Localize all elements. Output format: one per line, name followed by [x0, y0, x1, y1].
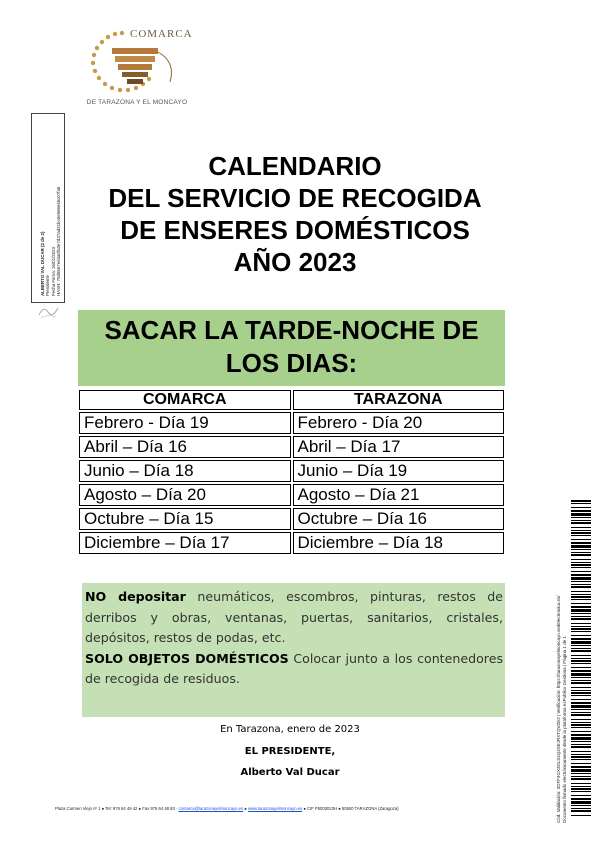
- table-header-row: [79, 390, 504, 410]
- schedule-table: [77, 388, 506, 556]
- title-line: DE ENSERES DOMÉSTICOS: [120, 215, 470, 245]
- notice-text-prohibited: neumáticos, escombros, pinturas, restos de derribos y obras, ventanas, puertas, sanitarios, cristales, depósitos, restos de podas, etc.: [85, 589, 503, 645]
- table-row: [79, 484, 504, 506]
- footer-web-link[interactable]: www.tarazonayelmoncayo.es: [247, 806, 303, 811]
- footer-tail: ● CIF P5000023H ● 50500 TARAZONA (Zaragoza): [302, 806, 399, 811]
- place-date: En Tarazona, enero de 2023: [220, 724, 360, 735]
- table-row: [79, 508, 504, 530]
- logo-subtitle: DE TARAZONA Y EL MONCAYO: [86, 99, 188, 106]
- comarca-logo: [72, 22, 202, 110]
- signer-name: Alberto Val Ducar: [240, 767, 340, 778]
- signer-role: EL PRESIDENTE,: [244, 746, 336, 757]
- stamp-text: [40, 121, 61, 296]
- stamp-scribble-icon: [36, 300, 62, 322]
- title-line: CALENDARIO: [208, 151, 382, 181]
- table-cell: Junio – Día 18: [79, 460, 291, 482]
- collection-banner: [78, 310, 505, 386]
- column-header-comarca: COMARCA: [79, 390, 291, 410]
- stamp-line: ALBERTO VAL DUCAR (2 de 2): [40, 231, 45, 296]
- table-cell: Abril – Día 17: [293, 436, 505, 458]
- table-row: [79, 460, 504, 482]
- table-cell: Febrero - Día 20: [293, 412, 505, 434]
- document-title: [70, 150, 520, 278]
- table-cell: Agosto – Día 20: [79, 484, 291, 506]
- table-cell: Octubre – Día 15: [79, 508, 291, 530]
- banner-line: LOS DIAS:: [225, 348, 358, 378]
- title-line: AÑO 2023: [233, 247, 357, 277]
- column-header-tarazona: TARAZONA: [293, 390, 505, 410]
- table-cell: Abril – Día 16: [79, 436, 291, 458]
- verification-line: Documento firmado electrónicamente desde la plataforma esPublico Gestiona | Página 1 de 1: [561, 635, 567, 823]
- table-cell: Diciembre – Día 17: [79, 532, 291, 554]
- signature-stamp: [31, 113, 65, 303]
- table-row: [79, 532, 504, 554]
- notice-bold-prohibited: NO depositar: [85, 589, 186, 604]
- footer-separator: ●: [243, 806, 248, 811]
- notice-bold-allowed: SOLO OBJETOS DOMÉSTICOS: [85, 650, 289, 666]
- title-line: DEL SERVICIO DE RECOGIDA: [108, 183, 482, 213]
- notice-text-allowed: Colocar junto a los contenedores de recogida de residuos.: [85, 650, 503, 686]
- stamp-line: Fecha Firma: 26/01/2023: [50, 246, 56, 296]
- stamp-line: HASH: 76d5567ed4a0fa3e7d37ad31bc6e9e8e46c07fa5: [55, 186, 61, 296]
- table-cell: Agosto – Día 21: [293, 484, 505, 506]
- notice-box: [82, 583, 505, 717]
- logo-name: COMARCA: [130, 28, 193, 40]
- stamp-line: Presidente: [45, 275, 51, 296]
- table-row: [79, 412, 504, 434]
- barcode-icon: [571, 500, 591, 820]
- table-cell: Junio – Día 19: [293, 460, 505, 482]
- footer-address: Plaza Carmen Viejo nº 1 ● Tel: 976 64 49 42 ● Fax 976 64 48 83 ·: [55, 806, 179, 811]
- table-row: [79, 436, 504, 458]
- footer-contact: [55, 806, 485, 811]
- banner-line: SACAR LA TARDE-NOCHE DE: [104, 315, 479, 345]
- footer-email-link[interactable]: comarca@tarazonayelmoncayo.es: [178, 806, 244, 811]
- table-cell: Octubre – Día 16: [293, 508, 505, 530]
- table-cell: Diciembre – Día 18: [293, 532, 505, 554]
- verification-line: Cód. Validación: 3DTF3GX3DLS4Q4SEJRXTQVZE2 | Verificación: https://tarazonayelmoncayo.sedelectronica.es/: [556, 595, 561, 823]
- verification-text: [556, 596, 567, 823]
- table-cell: Febrero - Día 19: [79, 412, 291, 434]
